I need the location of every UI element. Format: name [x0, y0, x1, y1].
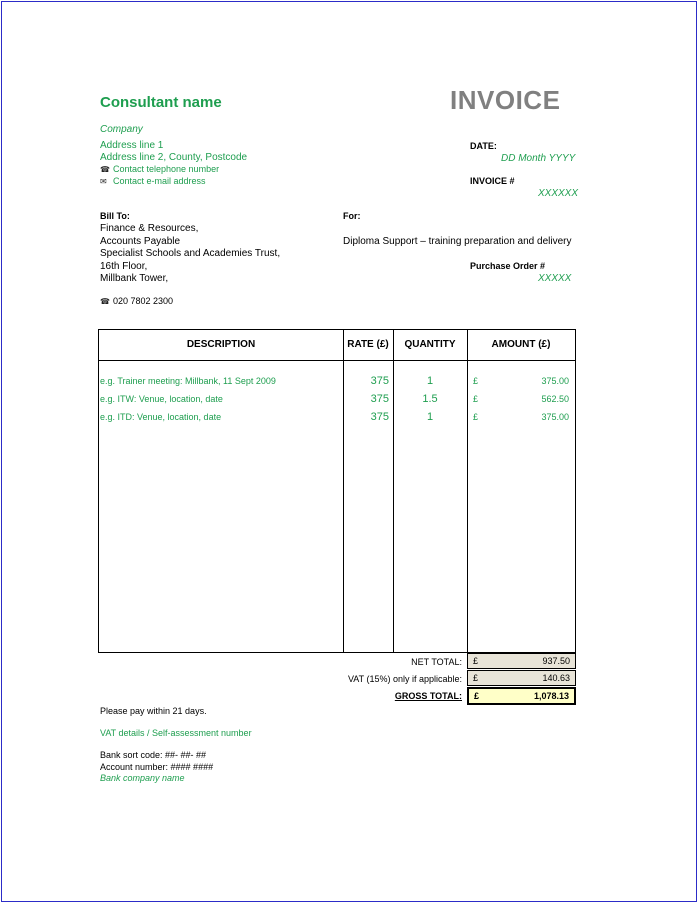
net-total-label: NET TOTAL:: [411, 657, 462, 667]
payment-terms: Please pay within 21 days.: [100, 706, 207, 716]
address-line-2: Address line 2, County, Postcode: [100, 152, 248, 163]
bill-to-phone-text: 020 7802 2300: [113, 296, 174, 306]
vat-value: 140.63: [542, 673, 570, 683]
bank-company-name: Bank company name: [100, 773, 185, 783]
row-quantity: 1.5: [422, 393, 438, 405]
purchase-order-label: Purchase Order #: [470, 261, 546, 271]
consultant-name: Consultant name: [100, 94, 222, 111]
date-value: DD Month YYYY: [501, 153, 576, 164]
bill-to-line: Millbank Tower,: [100, 273, 169, 284]
row-amount: 375.00: [541, 412, 569, 422]
bill-to-line: 16th Floor,: [100, 261, 148, 272]
for-description: Diploma Support – training preparation and delivery: [343, 236, 572, 247]
row-quantity: 1: [426, 375, 434, 387]
net-total-currency: £: [473, 656, 479, 666]
vat-currency: £: [473, 673, 479, 683]
envelope-icon: ✉: [100, 177, 107, 186]
invoice-number-label: INVOICE #: [470, 176, 515, 186]
header-amount: AMOUNT (£): [491, 339, 551, 350]
invoice-title: INVOICE: [450, 85, 561, 115]
bill-to-line: Specialist Schools and Academies Trust,: [100, 248, 281, 259]
row-rate-value: 375: [370, 393, 389, 405]
for-label: For:: [343, 211, 361, 221]
header-quantity: QUANTITY: [404, 339, 456, 350]
address-line-1: Address line 1: [100, 140, 164, 151]
bill-to-label: Bill To:: [100, 211, 130, 221]
vat-label: VAT (15%) only if applicable:: [347, 674, 462, 684]
bank-sort-code: Bank sort code: ##- ##- ##: [100, 750, 207, 760]
contact-email-text: Contact e-mail address: [113, 176, 206, 186]
line-items-table: [98, 329, 576, 653]
header-description: DESCRIPTION: [186, 339, 256, 350]
column-divider: [343, 330, 344, 652]
invoice-number-value: XXXXXX: [538, 188, 579, 199]
row-currency: £: [473, 376, 479, 386]
row-amount: 562.50: [541, 394, 569, 404]
row-description: e.g. ITW: Venue, location, date: [100, 394, 223, 404]
contact-email: [100, 176, 206, 186]
company-name: Company: [100, 124, 143, 135]
row-rate-value: 375: [370, 375, 389, 387]
contact-phone: [100, 164, 219, 174]
account-number: Account number: #### ####: [100, 762, 214, 772]
phone-icon: ☎: [100, 297, 110, 306]
row-rate-value: 375: [370, 411, 389, 423]
purchase-order-value: XXXXX: [538, 273, 572, 284]
net-total-value: 937.50: [542, 656, 570, 666]
header-rate: RATE (£): [347, 339, 389, 350]
column-divider: [467, 330, 468, 652]
row-amount: 375.00: [541, 376, 569, 386]
contact-phone-text: Contact telephone number: [113, 164, 220, 174]
net-total-box: [467, 653, 576, 669]
gross-total-currency: £: [474, 691, 480, 701]
phone-icon: ☎: [100, 165, 110, 174]
row-currency: £: [473, 412, 479, 422]
date-label: DATE:: [470, 141, 497, 151]
vat-box: [467, 670, 576, 686]
gross-total-box: [467, 687, 576, 705]
bill-to-line: Accounts Payable: [100, 236, 181, 247]
bill-to-phone: [100, 296, 173, 306]
gross-total-value: 1,078.13: [533, 691, 569, 701]
row-quantity: 1: [426, 411, 434, 423]
table-header-divider: [99, 360, 575, 361]
gross-total-label: GROSS TOTAL:: [394, 691, 462, 701]
row-description: e.g. ITD: Venue, location, date: [100, 412, 222, 422]
row-description: e.g. Trainer meeting: Millbank, 11 Sept 2009: [100, 376, 276, 386]
bill-to-line: Finance & Resources,: [100, 223, 199, 234]
vat-details: VAT details / Self-assessment number: [100, 728, 252, 738]
row-currency: £: [473, 394, 479, 404]
